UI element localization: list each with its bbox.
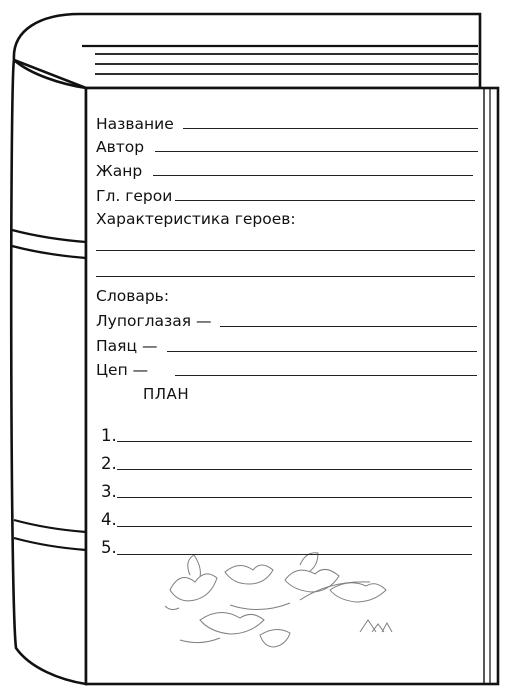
vocabulary-definition-line[interactable] <box>220 326 477 327</box>
plan-item-number: 5. <box>101 538 117 557</box>
hero-traits-line-2[interactable] <box>96 276 475 277</box>
title-label: Название <box>96 115 174 133</box>
author-label: Автор <box>96 138 145 156</box>
plan-item-number: 2. <box>101 454 117 473</box>
heroes-input-line[interactable] <box>175 200 475 201</box>
plan-item-line[interactable] <box>117 497 472 498</box>
plan-item-line[interactable] <box>117 526 472 527</box>
plan-heading: ПЛАН <box>143 385 190 403</box>
vocabulary-definition-line[interactable] <box>175 375 477 376</box>
heroes-label: Гл. герои <box>96 187 173 205</box>
vocabulary-definition-line[interactable] <box>167 351 477 352</box>
hero-traits-label: Характеристика героев: <box>96 210 296 228</box>
vocabulary-word: Паяц — <box>96 337 158 355</box>
vocabulary-word: Цеп — <box>96 361 149 379</box>
genre-field <box>96 161 142 181</box>
hero-traits-field <box>96 209 296 229</box>
plan-item-line[interactable] <box>117 469 472 470</box>
author-field <box>96 137 144 157</box>
plan-item-number: 1. <box>101 426 117 445</box>
plan-item-number: 3. <box>101 482 117 501</box>
vocabulary-heading: Словарь: <box>96 287 170 305</box>
hero-traits-line-1[interactable] <box>96 250 475 251</box>
genre-label: Жанр <box>96 162 143 180</box>
genre-input-line[interactable] <box>153 175 473 176</box>
book-spine <box>11 60 86 684</box>
plan-item-line[interactable] <box>117 441 472 442</box>
vocabulary-word: Лупоглазая — <box>96 312 212 330</box>
plan-item-line[interactable] <box>117 554 472 555</box>
book-top-cover <box>14 14 480 88</box>
plan-item-number: 4. <box>101 510 117 529</box>
title-field <box>96 114 174 134</box>
author-input-line[interactable] <box>155 151 478 152</box>
heroes-field <box>96 186 172 206</box>
title-input-line[interactable] <box>183 128 478 129</box>
